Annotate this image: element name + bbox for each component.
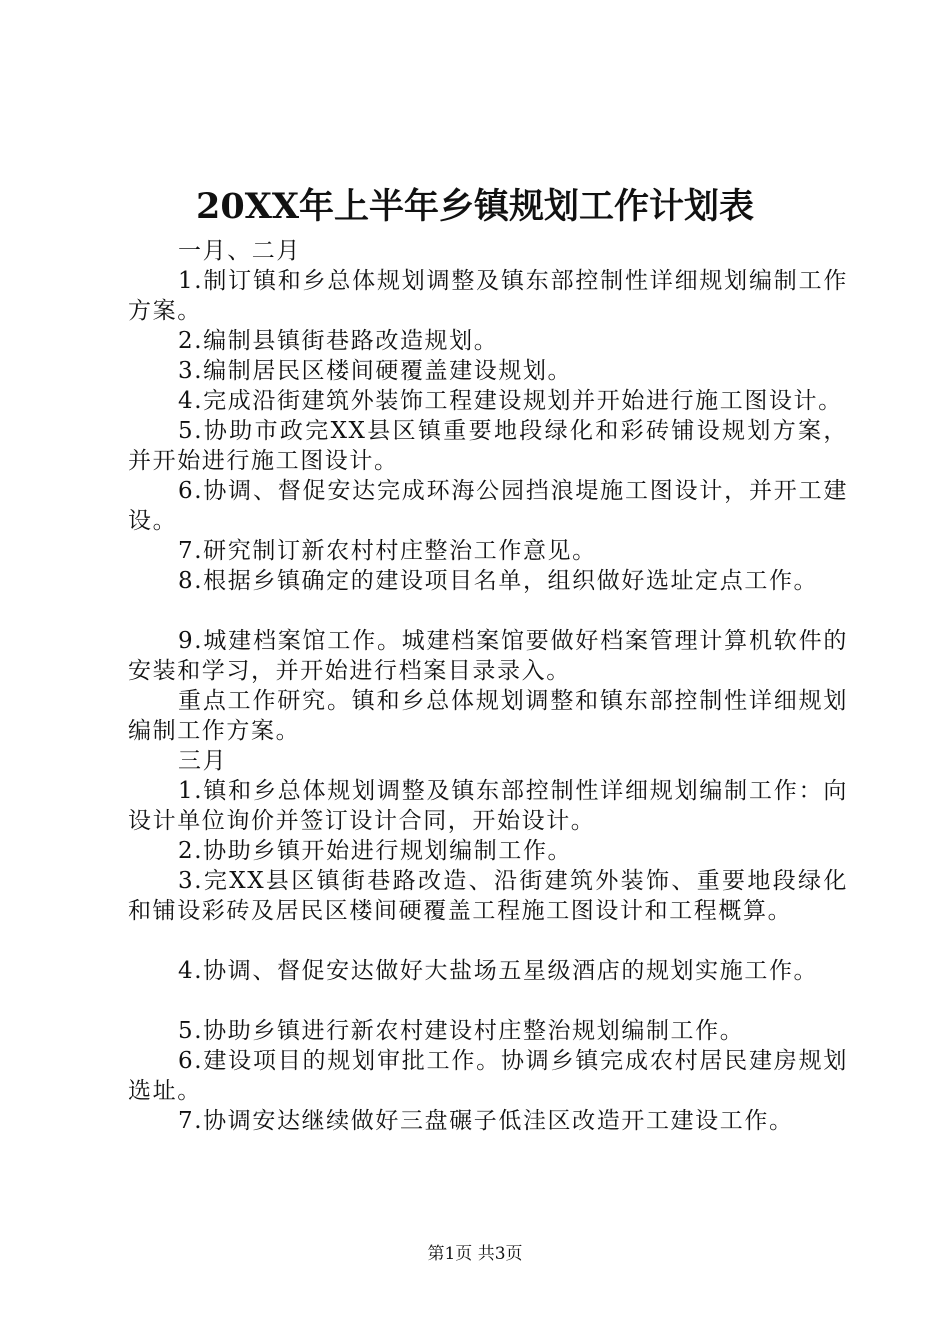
paragraph: 1.制订镇和乡总体规划调整及镇东部控制性详细规划编制工作方案。 (128, 268, 848, 324)
paragraph: 6.协调、督促安达完成环海公园挡浪堤施工图设计，并开工建设。 (128, 478, 848, 534)
section-heading: 三月 (178, 748, 228, 774)
paragraph: 重点工作研究。镇和乡总体规划调整和镇东部控制性详细规划编制工作方案。 (128, 688, 848, 744)
paragraph: 9.城建档案馆工作。城建档案馆要做好档案管理计算机软件的安装和学习，并开始进行档案目录录入。 (128, 628, 848, 684)
paragraph: 4.协调、督促安达做好大盐场五星级酒店的规划实施工作。 (178, 958, 819, 984)
paragraph: 2.编制县镇街巷路改造规划。 (178, 328, 499, 354)
paragraph: 2.协助乡镇开始进行规划编制工作。 (178, 838, 573, 864)
section-heading: 一月、二月 (178, 238, 301, 264)
paragraph: 4.完成沿街建筑外装饰工程建设规划并开始进行施工图设计。 (178, 388, 843, 414)
paragraph: 7.协调安达继续做好三盘碾子低洼区改造开工建设工作。 (178, 1108, 794, 1134)
paragraph: 3.编制居民区楼间硬覆盖建设规划。 (178, 358, 573, 384)
paragraph: 8.根据乡镇确定的建设项目名单，组织做好选址定点工作。 (178, 568, 819, 594)
paragraph: 5.协助市政完XX县区镇重要地段绿化和彩砖铺设规划方案，并开始进行施工图设计。 (128, 418, 848, 474)
page-number-footer: 第1页 共3页 (427, 1244, 523, 1264)
paragraph: 5.协助乡镇进行新农村建设村庄整治规划编制工作。 (178, 1018, 745, 1044)
paragraph: 6.建设项目的规划审批工作。协调乡镇完成农村居民建房规划选址。 (128, 1048, 848, 1104)
paragraph: 3.完XX县区镇街巷路改造、沿街建筑外装饰、重要地段绿化和铺设彩砖及居民区楼间硬覆盖工程施工图设计和工程概算。 (128, 868, 848, 924)
document-body (128, 236, 848, 1136)
document-title: 20XX年上半年乡镇规划工作计划表 (195, 186, 755, 227)
paragraph: 1.镇和乡总体规划调整及镇东部控制性详细规划编制工作：向设计单位询价并签订设计合同，开始设计。 (128, 778, 848, 834)
paragraph: 7.研究制订新农村村庄整治工作意见。 (178, 538, 597, 564)
